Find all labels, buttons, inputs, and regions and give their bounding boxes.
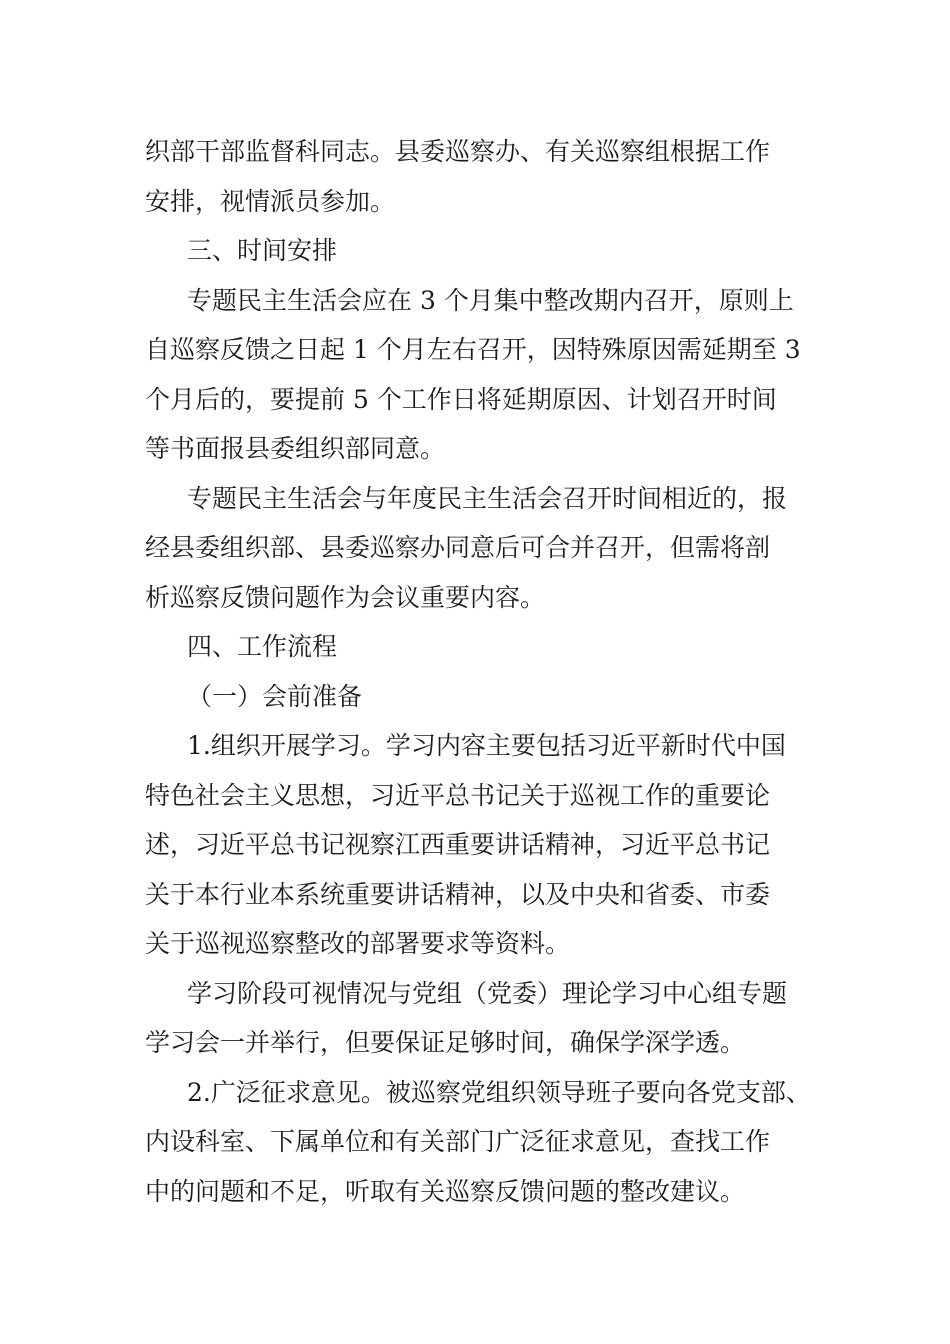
text-line: 1.组织开展学习。学习内容主要包括习近平新时代中国	[187, 731, 786, 760]
text-line: 关于巡视巡察整改的部署要求等资料。	[145, 929, 571, 958]
paragraph-body	[145, 721, 817, 969]
text-line: 专题民主生活会与年度民主生活会召开时间相近的，报	[187, 483, 788, 513]
text-line: 安排，视情派员参加。	[145, 186, 396, 216]
paragraph-body	[145, 276, 817, 474]
text-line: 特色社会主义思想，习近平总书记关于巡视工作的重要论	[145, 780, 771, 810]
text-line: 述，习近平总书记视察江西重要讲话精神，习近平总书记	[145, 830, 771, 859]
section-heading-time-arrangement	[145, 226, 817, 276]
paragraph-continuation	[145, 127, 817, 226]
section-heading-workflow	[145, 622, 817, 672]
text-line: 等书面报县委组织部同意。	[145, 434, 446, 463]
text-line: 学习阶段可视情况与党组（党委）理论学习中心组专题	[187, 978, 788, 1008]
text-line: 经县委组织部、县委巡察办同意后可合并召开，但需将剖	[145, 533, 771, 562]
heading-text: 四、工作流程	[187, 632, 338, 661]
text-line: 织部干部监督科同志。县委巡察办、有关巡察组根据工作	[145, 137, 771, 166]
text-line: 学习会一并举行，但要保证足够时间，确保学深学透。	[145, 1028, 746, 1057]
text-line: 中的问题和不足，听取有关巡察反馈问题的整改建议。	[145, 1176, 746, 1206]
text-line: 2.广泛征求意见。被巡察党组织领导班子要向各党支部、	[187, 1077, 811, 1107]
paragraph-body	[145, 1068, 817, 1217]
text-line: 个月后的，要提前 5 个工作日将延期原因、计划召开时间	[145, 384, 777, 414]
paragraph-body	[145, 474, 817, 623]
text-line: 关于本行业本系统重要讲话精神，以及中央和省委、市委	[145, 879, 771, 909]
text-line: 专题民主生活会应在 3 个月集中整改期内召开，原则上	[187, 285, 794, 315]
heading-text: 三、时间安排	[187, 236, 338, 265]
text-line: 析巡察反馈问题作为会议重要内容。	[145, 582, 546, 612]
subheading-preparation	[145, 672, 817, 722]
paragraph-body	[145, 969, 817, 1068]
text-line: 内设科室、下属单位和有关部门广泛征求意见，查找工作	[145, 1127, 771, 1156]
document-body	[145, 127, 817, 1216]
text-line: 自巡察反馈之日起 1 个月左右召开，因特殊原因需延期至 3	[145, 335, 801, 364]
subheading-text: （一）会前准备	[187, 681, 363, 711]
